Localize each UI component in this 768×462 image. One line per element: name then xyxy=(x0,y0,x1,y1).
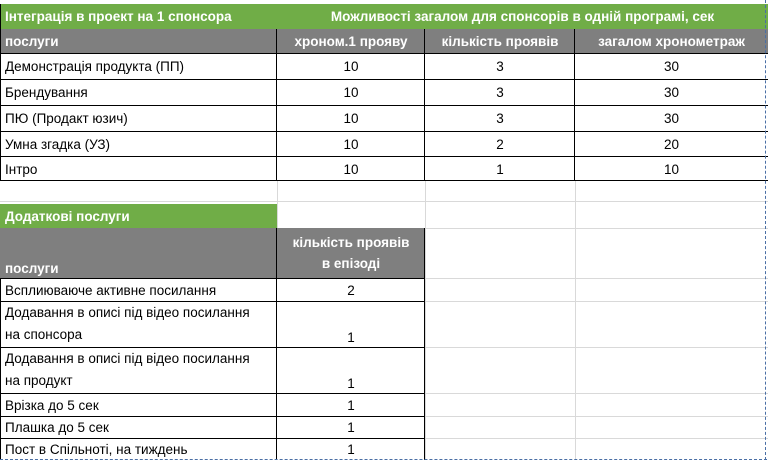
border xyxy=(0,393,425,394)
border xyxy=(0,105,768,106)
total-cell[interactable]: 10 xyxy=(663,161,680,177)
service-name-cell[interactable]: Всплиюваюче активне посилання xyxy=(5,282,217,298)
additional-services-title[interactable]: Додаткові послуги xyxy=(0,204,277,228)
duration-cell[interactable]: 10 xyxy=(343,85,359,100)
gridline xyxy=(0,201,768,202)
border xyxy=(0,438,425,439)
border xyxy=(0,301,425,302)
border xyxy=(574,29,575,181)
page-break-line xyxy=(0,459,767,460)
count-cell[interactable]: 1 xyxy=(347,420,355,435)
appearances-cell[interactable]: 3 xyxy=(496,111,504,126)
service-line1: Додавання в описі під відео посилання xyxy=(5,305,250,320)
service-name-cell[interactable] xyxy=(0,302,277,347)
service-name-cell[interactable] xyxy=(0,348,277,393)
border xyxy=(0,79,768,80)
total-cell[interactable]: 30 xyxy=(663,59,680,74)
gridline xyxy=(425,278,768,279)
service-name-cell[interactable]: Врізка до 5 сек xyxy=(5,397,99,413)
capabilities-header-cell[interactable]: Можливості загалом для спонсорів в одній програмі, сек xyxy=(277,4,768,29)
duration-cell[interactable]: 10 xyxy=(343,111,359,126)
service-name-cell[interactable]: Пост в Спільноті, на тиждень xyxy=(5,442,188,457)
count-cell[interactable]: 1 xyxy=(347,330,355,345)
border xyxy=(0,156,768,157)
service-line1: Додавання в описі під відео посилання xyxy=(5,351,250,366)
col-header-services-2[interactable]: послуги xyxy=(0,228,277,278)
total-cell[interactable]: 20 xyxy=(663,137,680,152)
duration-cell[interactable]: 10 xyxy=(343,59,359,74)
gridline xyxy=(425,301,768,302)
border xyxy=(0,180,768,181)
service-name-cell[interactable]: ПЮ (Продакт юзич) xyxy=(5,111,128,126)
gridline xyxy=(277,180,278,228)
gridline xyxy=(425,180,426,460)
col-header-line2: в епізоді xyxy=(321,256,381,271)
col-header-appearances-episode[interactable] xyxy=(277,228,425,278)
appearances-cell[interactable]: 2 xyxy=(496,137,504,152)
duration-cell[interactable]: 10 xyxy=(343,161,359,177)
service-name-cell[interactable]: Інтро xyxy=(5,161,38,177)
col-header-line1: кількість проявів xyxy=(292,235,410,250)
count-cell[interactable]: 1 xyxy=(347,442,355,457)
col-header-appearances[interactable]: кількість проявів xyxy=(425,29,575,53)
gridline xyxy=(425,347,768,348)
border xyxy=(0,347,425,348)
count-cell[interactable]: 1 xyxy=(347,376,355,391)
border xyxy=(0,278,1,460)
service-name-cell[interactable]: Демонстрація продукта (ПП) xyxy=(5,59,185,74)
appearances-cell[interactable]: 3 xyxy=(496,85,504,100)
border xyxy=(424,228,425,460)
gridline xyxy=(425,228,768,229)
col-header-services[interactable]: послуги xyxy=(0,29,277,53)
col-header-total-duration[interactable]: загалом хронометраж xyxy=(575,29,768,53)
border xyxy=(0,131,768,132)
appearances-cell[interactable]: 1 xyxy=(496,161,504,177)
border xyxy=(0,53,768,54)
service-line2: на спонсора xyxy=(5,327,83,342)
col-header-duration[interactable]: хроном.1 прояву xyxy=(277,29,425,53)
border xyxy=(0,416,425,417)
border xyxy=(424,29,425,181)
border xyxy=(0,4,1,181)
page-break-line xyxy=(765,0,766,460)
duration-cell[interactable]: 10 xyxy=(343,137,359,152)
gridline xyxy=(425,416,768,417)
total-cell[interactable]: 30 xyxy=(663,111,680,126)
gridline xyxy=(425,393,768,394)
count-cell[interactable]: 2 xyxy=(347,282,355,298)
service-name-cell[interactable]: Брендування xyxy=(5,85,88,100)
service-name-cell[interactable]: Плашка до 5 сек xyxy=(5,420,109,435)
gridline xyxy=(575,180,576,460)
border xyxy=(276,228,277,460)
service-name-cell[interactable]: Умна згадка (УЗ) xyxy=(5,137,111,152)
gridline xyxy=(425,438,768,439)
total-cell[interactable]: 30 xyxy=(663,85,680,100)
border xyxy=(0,278,425,279)
appearances-cell[interactable]: 3 xyxy=(496,59,504,74)
border xyxy=(276,29,277,181)
service-line2: на продукт xyxy=(5,373,73,388)
integration-title-cell[interactable]: Інтеграція в проект на 1 спонсора xyxy=(0,4,277,29)
count-cell[interactable]: 1 xyxy=(347,397,355,413)
